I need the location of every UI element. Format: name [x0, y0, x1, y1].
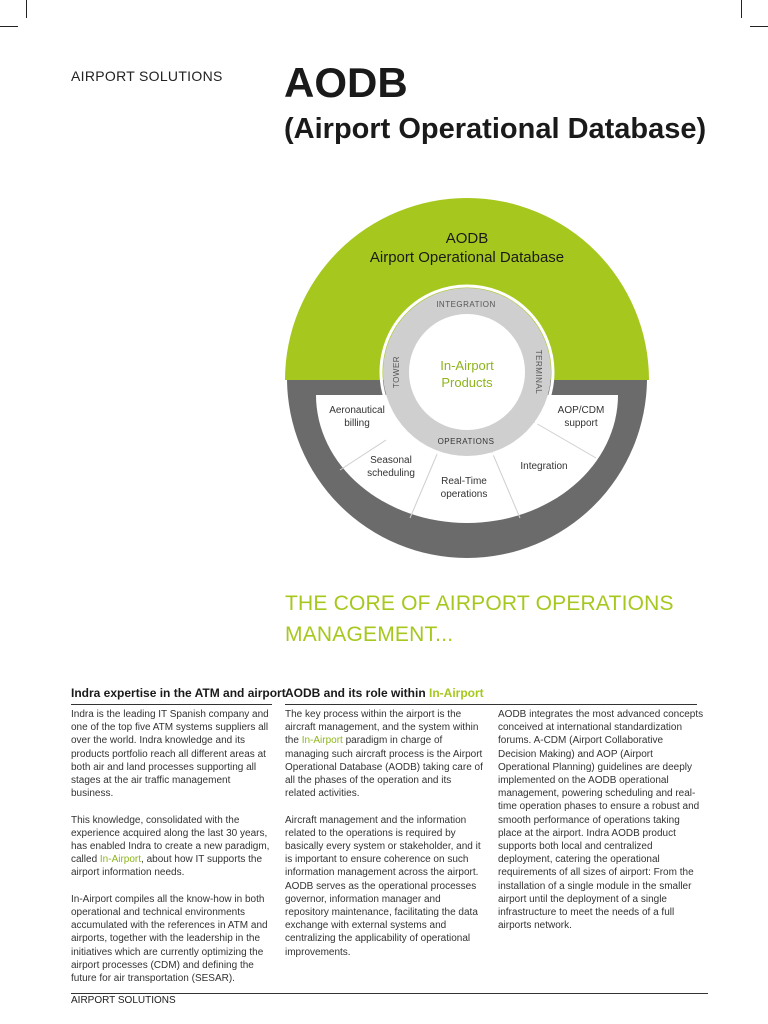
- in-airport-highlight: In-Airport: [99, 854, 142, 866]
- footer-label: AIRPORT SOLUTIONS: [71, 995, 176, 1006]
- page-title: AODB: [284, 59, 408, 106]
- ring-label-operations: OPERATIONS: [437, 437, 495, 446]
- tagline: THE CORE OF AIRPORT OPERATIONS MANAGEMENT...: [285, 592, 674, 646]
- col1-heading: Indra expertise in the ATM and airport: [71, 686, 286, 700]
- text-run: , about how IT supports the airport information needs.: [71, 854, 263, 879]
- text-run: The key process within the airport is the aircraft management, and the system within the: [285, 709, 479, 747]
- text-run: paradigm in charge of managing such aircraft process is the Airport Operational Database (AODB) taking care of all the phases of the operation and its related activities.: [285, 735, 483, 800]
- col2-body: [285, 708, 483, 972]
- diagram-subtitle: Airport Operational Database: [369, 249, 565, 266]
- segment-label: Aeronautical: [329, 405, 385, 416]
- segment-label: Real-Time: [441, 476, 487, 487]
- ring-label-terminal: TERMINAL: [534, 349, 543, 395]
- col3-body: [498, 708, 704, 946]
- segment-label: Integration: [520, 461, 568, 472]
- segment-label: scheduling: [367, 468, 415, 479]
- diagram-title: AODB: [445, 230, 489, 247]
- col2-heading: [285, 686, 484, 700]
- segment-label: operations: [440, 489, 488, 500]
- col1-body: [71, 708, 271, 998]
- col1-paragraph: Indra is the leading IT Spanish company and one of the top five ATM systems suppliers all over the world. Indra knowledge and its products portfolio reach all different areas at both air and land processes supporting all stages at the air traffic management business.: [71, 709, 269, 800]
- footer-rule: [71, 993, 708, 994]
- center-label-line1: In-Airport: [440, 358, 494, 373]
- col1-paragraph: [71, 814, 271, 880]
- ring-label-integration: INTEGRATION: [436, 300, 496, 309]
- col1-paragraph: In-Airport compiles all the know-how in both operational and technical environments accumulated with the references in ATM and airports, together with the leadership in the initiatives which are currently optimizing the airport processes (CDM) and defining the future for air transportation (SESAR).: [71, 893, 268, 985]
- center-label-line2: Products: [441, 375, 493, 390]
- segment-label: support: [564, 418, 598, 429]
- col2-paragraph: Aircraft management and the information related to the operations is required by basically every system or stakeholder, and it is important to ensure coherence on such information management across the airport. AODB serves as the operational processes governor, information manager and repository maintenance, facilitating the data exchange with external systems and centralizing the applicability of operational improvements.: [285, 814, 481, 958]
- col1-rule: [71, 704, 272, 705]
- section-label: AIRPORT SOLUTIONS: [71, 68, 223, 84]
- in-airport-highlight: In-Airport: [301, 735, 343, 747]
- segment-label: AOP/CDM: [557, 405, 605, 416]
- text-run: This knowledge, consolidated with the experience acquired along the last 30 years, has enabled Indra to create a new paradigm, called: [71, 814, 270, 866]
- col2-rule: [285, 704, 697, 705]
- page-subtitle: (Airport Operational Database): [284, 113, 707, 145]
- segment-label: billing: [344, 418, 370, 429]
- in-airport-highlight: In-Airport: [429, 686, 484, 700]
- segment-label: Seasonal: [370, 455, 412, 466]
- text-run: AODB and its role within: [285, 686, 430, 700]
- ring-label-tower: TOWER: [392, 355, 401, 389]
- col2-paragraph: [285, 708, 483, 800]
- col3-paragraph: AODB integrates the most advanced concepts conceived at international standardization forums. A-CDM (Airport Collaborative Decision Making) and AOP (Airport Operational Planning) guidelines are deeply implemented on the AODB operational management, powering scheduling and real-time operation phases to ensure a robust and smooth performance of operations taking place at the airport. Indra AODB product supports both local and centralized deployment, catering the operational requirements of all sizes of airport: From the installation of a single module in the smaller airport until the deployment of a single infrastructure to meet the needs of a full airports network.: [498, 709, 704, 932]
